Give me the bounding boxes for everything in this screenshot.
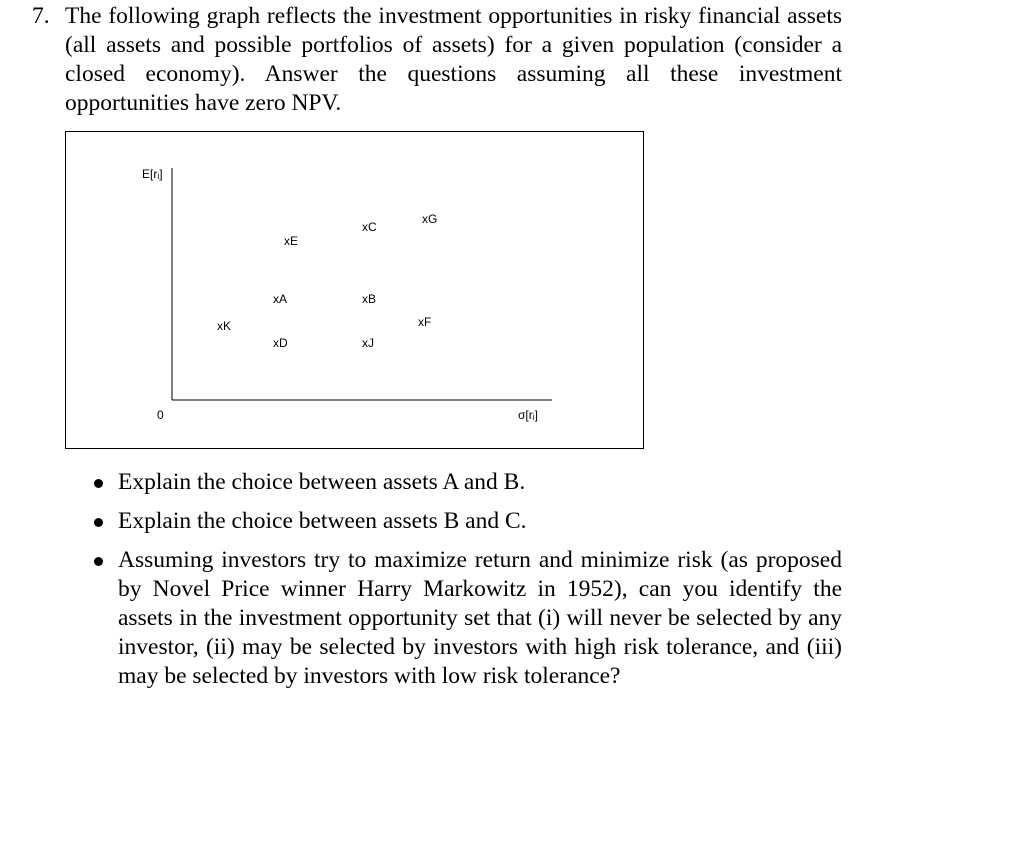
bullet-icon bbox=[94, 479, 103, 488]
question-number: 7. bbox=[32, 3, 50, 29]
y-axis-label: E[rᵢ] bbox=[142, 167, 163, 181]
sub-questions-list bbox=[90, 468, 842, 701]
point-j: xJ bbox=[362, 336, 374, 350]
question-text: The following graph reflects the investment opportunities in risky financial assets (all assets and possible portfolios of assets) for a given population (consider a closed economy). Answer the questions assuming all these investment opportunities have zero NPV. bbox=[65, 3, 842, 116]
point-f: xF bbox=[418, 315, 432, 329]
question-block bbox=[32, 2, 842, 118]
sub-question-text: Explain the choice between assets A and B. bbox=[118, 469, 526, 495]
point-d: xD bbox=[273, 336, 288, 350]
graph-canvas bbox=[66, 132, 645, 450]
point-a: xA bbox=[273, 292, 288, 306]
sub-question-item bbox=[90, 468, 842, 497]
sub-question-text: Assuming investors try to maximize return and minimize risk (as proposed by Novel Price winner Harry Markowitz in 1952), can you identify the assets in the investment opportunity set that (i) will never be selected by any investor, (ii) may be selected by investors with high risk tolerance, and (iii) may be selected by investors with low risk tolerance? bbox=[118, 547, 842, 689]
point-k: xK bbox=[217, 319, 232, 333]
sub-question-item bbox=[90, 546, 842, 691]
point-c: xC bbox=[362, 220, 377, 234]
sub-question-item bbox=[90, 507, 842, 536]
sub-question-text: Explain the choice between assets B and C. bbox=[118, 508, 527, 534]
point-b: xB bbox=[362, 292, 377, 306]
origin-label: 0 bbox=[157, 408, 164, 422]
x-axis-label: σ[rᵢ] bbox=[518, 408, 538, 422]
point-e: xE bbox=[284, 234, 299, 248]
bullet-icon bbox=[94, 518, 103, 527]
bullet-icon bbox=[94, 557, 103, 566]
risk-return-graph bbox=[65, 131, 644, 449]
point-g: xG bbox=[422, 212, 438, 226]
